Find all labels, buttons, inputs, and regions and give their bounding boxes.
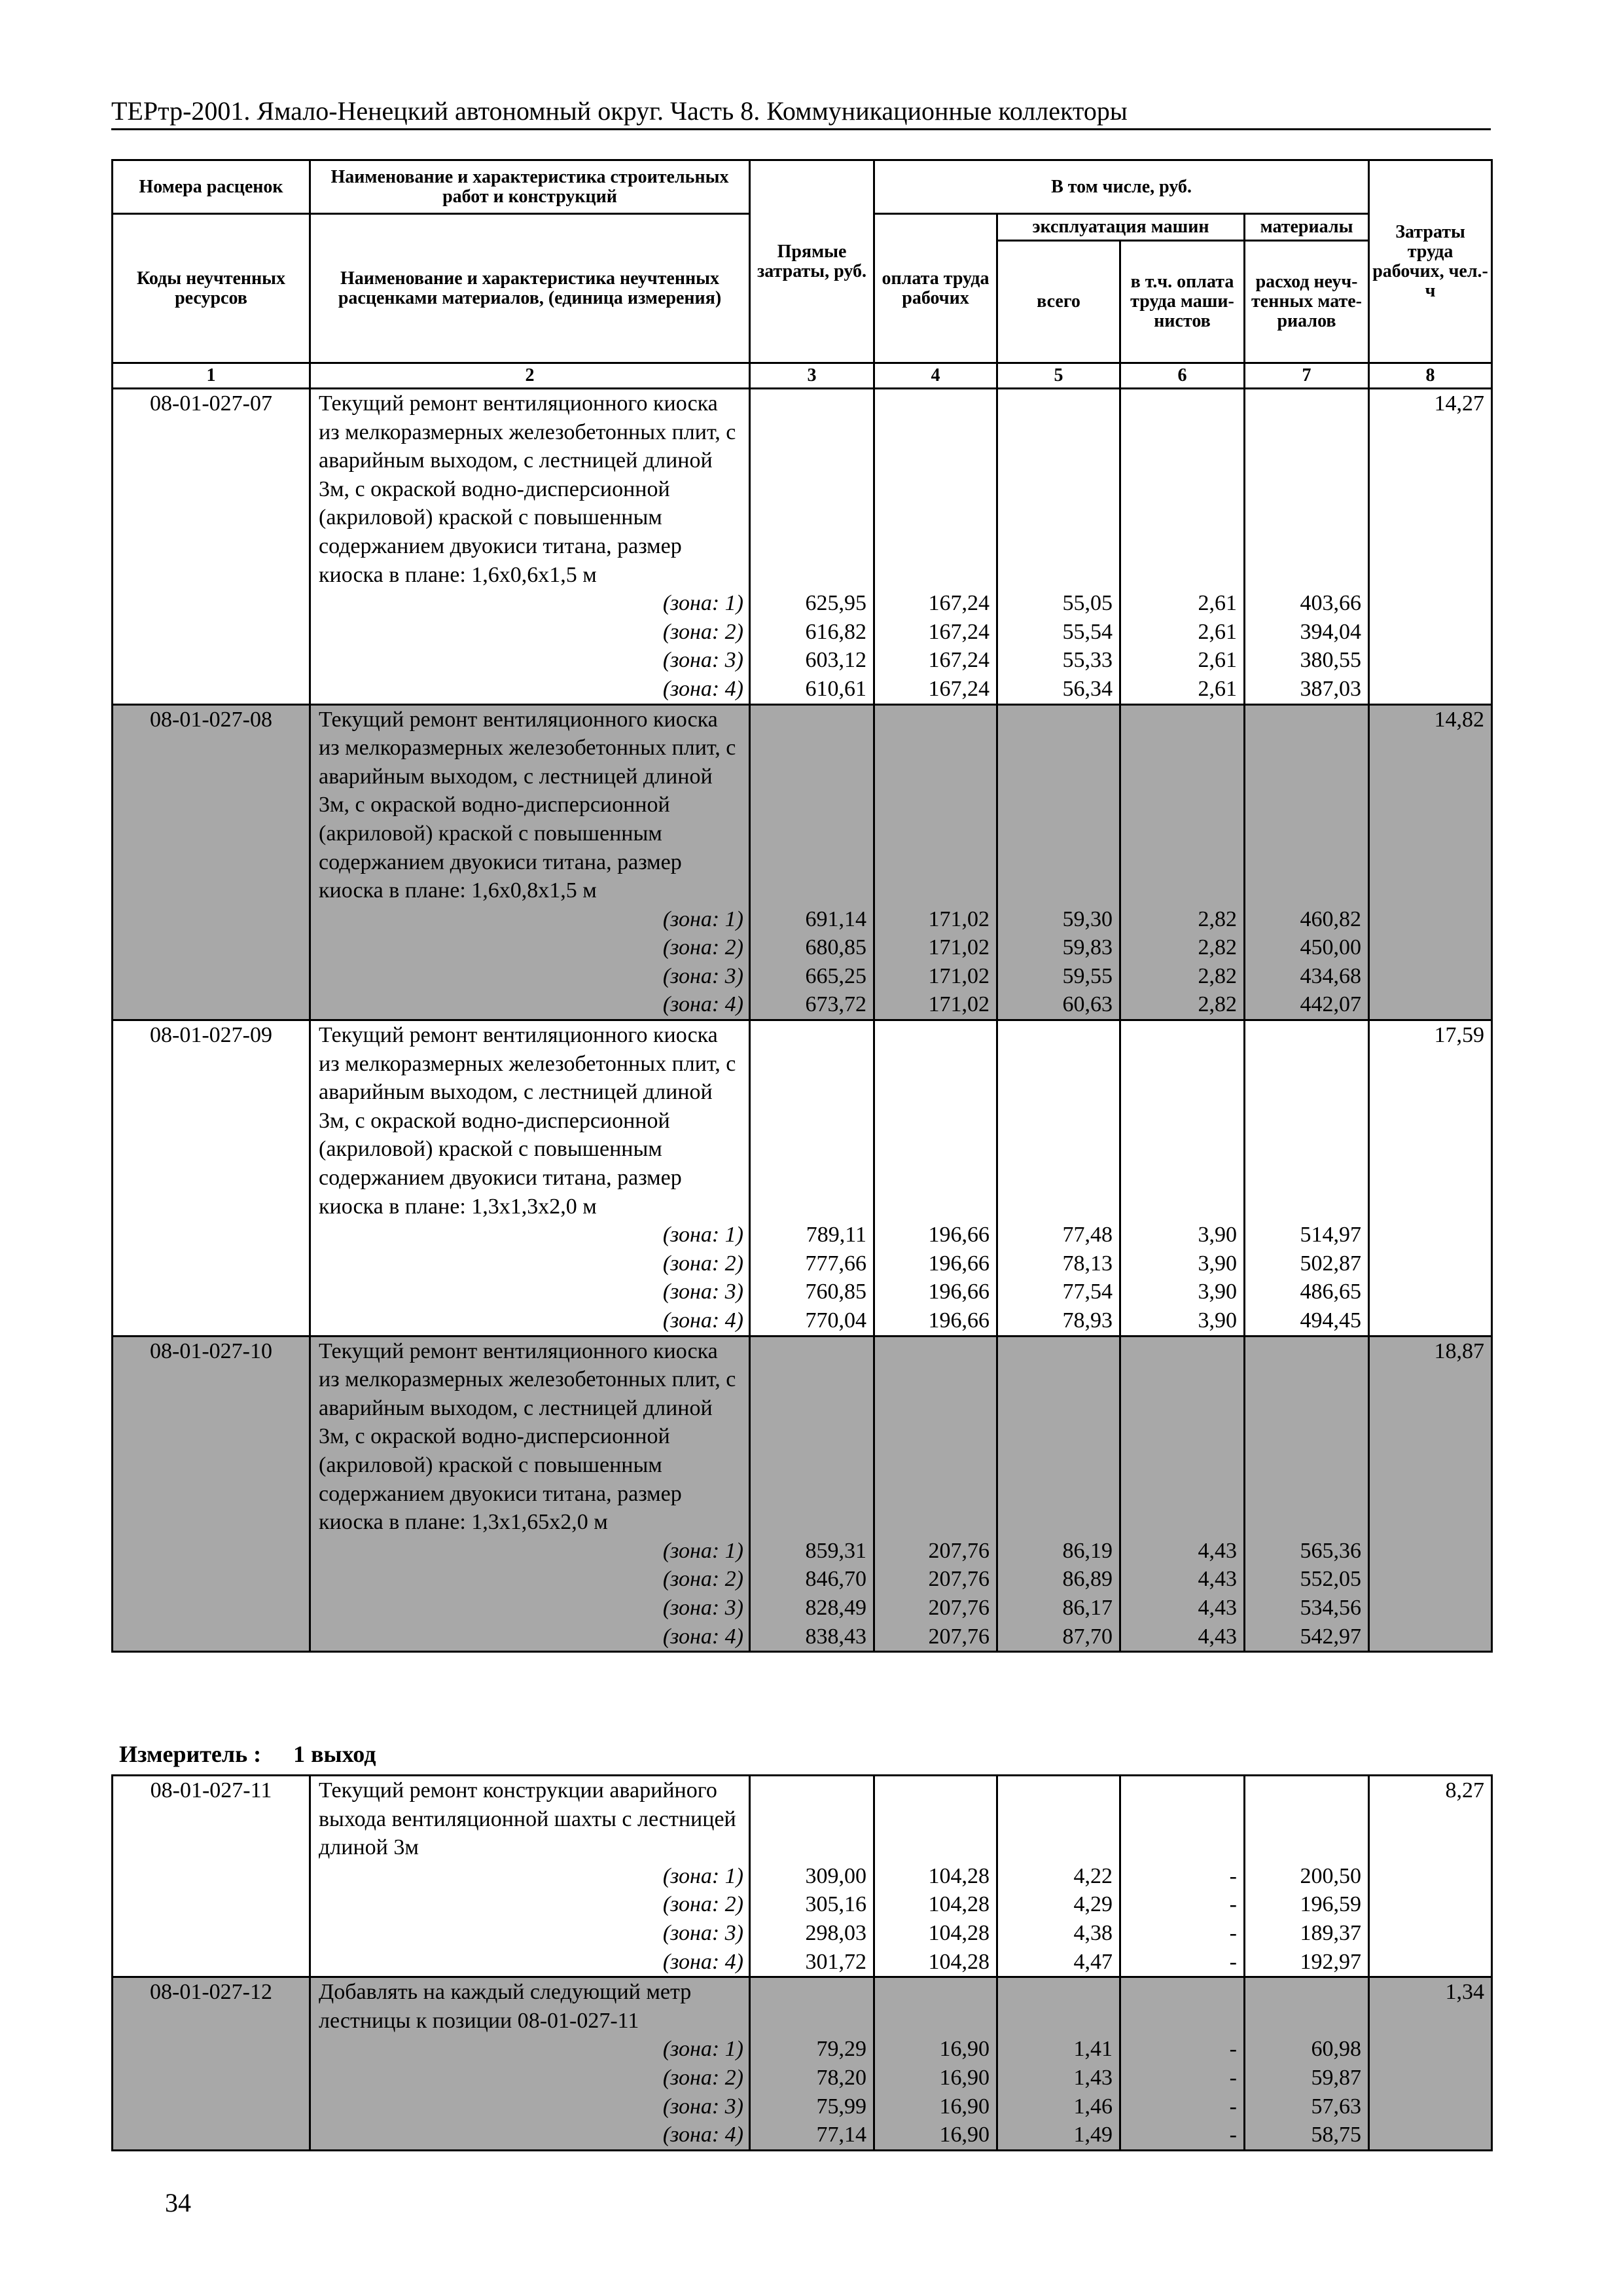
rate-description-cell: [310, 1776, 750, 1977]
direct-value: 78,20: [816, 2065, 866, 2090]
labour-cost: 14,27: [1369, 389, 1492, 705]
rate-description: Текущий ремонт вентиляционного киоска из мелкоразмерных железобетонных плит, с аварийным выходом, с лестницей длиной 3м, с окраской водно-дисперсионной (акриловой) краской с повышенным содержанием двуокиси титана, размер киоска в плане: 1,3х1,65х2,0 м: [319, 1338, 736, 1535]
machines-total-cell: [997, 1776, 1120, 1977]
materials-cell: [1245, 1020, 1369, 1336]
zone-label: (зона: 3): [662, 2094, 743, 2119]
column-number: 6: [1120, 363, 1245, 389]
machines-total-value: 87,70: [1062, 1624, 1113, 1649]
zone-label: (зона: 1): [662, 591, 743, 616]
zone-labels: [319, 589, 743, 703]
materials-header: материалы: [1245, 214, 1369, 241]
direct-value: 603,12: [805, 648, 866, 673]
machinist-pay-value: 2,61: [1198, 648, 1237, 673]
zone-label: (зона: 1): [662, 1538, 743, 1563]
labour-pay-value: 104,28: [928, 1949, 990, 1974]
machines-total-value: 77,54: [1062, 1280, 1113, 1304]
col8-header: Затраты труда рабочих, чел.-ч: [1369, 160, 1492, 363]
machinist-pay-value: 4,43: [1198, 1595, 1237, 1620]
materials-cell: [1245, 1977, 1369, 2151]
materials-value: 196,59: [1300, 1892, 1361, 1917]
labour-pay-cell: [874, 389, 997, 705]
materials-value: 57,63: [1311, 2094, 1361, 2119]
column-number: 1: [113, 363, 310, 389]
col3-header: Прямые затраты, руб.: [750, 160, 874, 363]
zone-label: (зона: 4): [662, 1949, 743, 1974]
machines-total-value: 4,38: [1073, 1920, 1113, 1945]
direct-value: 305,16: [805, 1892, 866, 1917]
machinist-pay-cell: [1120, 389, 1245, 705]
materials-value: 552,05: [1300, 1567, 1362, 1592]
group-header: В том числе, руб.: [874, 160, 1369, 214]
machines-total-value: 59,55: [1062, 963, 1113, 988]
direct-value: 673,72: [805, 992, 866, 1017]
col4-header: оплата труда рабочих: [874, 214, 997, 363]
zone-label: (зона: 2): [662, 1567, 743, 1592]
zone-label: (зона: 1): [662, 1863, 743, 1888]
machines-total-value: 59,83: [1062, 935, 1113, 960]
labour-pay-value: 171,02: [928, 935, 990, 960]
table-row: [113, 704, 1492, 1020]
materials-value: 192,97: [1300, 1949, 1361, 1974]
machinist-pay-value: -: [1229, 2065, 1237, 2090]
materials-value: 450,00: [1300, 935, 1362, 960]
direct-value: 301,72: [805, 1949, 866, 1974]
column-number: 7: [1245, 363, 1369, 389]
labour-pay-cell: [874, 1336, 997, 1652]
machinist-pay-value: 4,43: [1198, 1624, 1237, 1649]
labour-pay-cell: [874, 1020, 997, 1336]
zone-label: (зона: 2): [662, 1251, 743, 1276]
direct-value: 298,03: [805, 1920, 866, 1945]
materials-value: 565,36: [1300, 1538, 1362, 1563]
page-header: ТЕРтр-2001. Ямало-Ненецкий автономный округ. Часть 8. Коммуникационные коллекторы: [111, 96, 1491, 130]
labour-cost: 14,82: [1369, 704, 1492, 1020]
direct-value: 760,85: [805, 1280, 866, 1304]
col6-header: в т.ч. оплата труда маши- нистов: [1120, 241, 1245, 363]
labour-pay-value: 207,76: [928, 1624, 990, 1649]
direct-value: 625,95: [805, 591, 866, 616]
machines-total-value: 55,54: [1062, 619, 1113, 644]
rate-description-cell: [310, 389, 750, 705]
labour-cost: 18,87: [1369, 1336, 1492, 1652]
labour-pay-cell: [874, 1977, 997, 2151]
labour-pay-value: 207,76: [928, 1567, 990, 1592]
machines-total-value: 56,34: [1062, 676, 1113, 701]
labour-cost: 1,34: [1369, 1977, 1492, 2151]
col5-header: всего: [997, 241, 1120, 363]
rates-table: [111, 159, 1493, 1653]
materials-value: 514,97: [1300, 1223, 1362, 1247]
zone-label: (зона: 4): [662, 676, 743, 701]
direct-value: 828,49: [805, 1595, 866, 1620]
machines-total-value: 1,41: [1073, 2037, 1113, 2062]
table-row: [113, 1336, 1492, 1652]
column-number: 8: [1369, 363, 1492, 389]
direct-value: 777,66: [805, 1251, 866, 1276]
machinist-pay-value: 2,82: [1198, 963, 1237, 988]
machinist-pay-value: 3,90: [1198, 1251, 1237, 1276]
materials-value: 60,98: [1311, 2037, 1361, 2062]
rate-description: Текущий ремонт вентиляционного киоска из мелкоразмерных железобетонных плит, с аварийным выходом, с лестницей длиной 3м, с окраской водно-дисперсионной (акриловой) краской с повышенным содержанием двуокиси титана, размер киоска в плане: 1,6х0,6х1,5 м: [319, 391, 736, 587]
labour-pay-value: 16,90: [939, 2123, 990, 2147]
zone-labels: [319, 1862, 743, 1976]
machines-total-cell: [997, 704, 1120, 1020]
machinist-pay-value: -: [1229, 1863, 1237, 1888]
direct-value: 75,99: [816, 2094, 866, 2119]
labour-pay-value: 207,76: [928, 1595, 990, 1620]
materials-value: 403,66: [1300, 591, 1362, 616]
labour-pay-cell: [874, 1776, 997, 1977]
machinist-pay-value: -: [1229, 2094, 1237, 2119]
labour-pay-value: 196,66: [928, 1280, 990, 1304]
labour-pay-value: 16,90: [939, 2094, 990, 2119]
materials-cell: [1245, 1336, 1369, 1652]
direct-value: 846,70: [805, 1567, 866, 1592]
zone-label: (зона: 4): [662, 2123, 743, 2147]
direct-value: 309,00: [805, 1863, 866, 1888]
machines-total-value: 59,30: [1062, 906, 1113, 931]
labour-pay-value: 16,90: [939, 2065, 990, 2090]
machines-total-value: 55,05: [1062, 591, 1113, 616]
materials-value: 502,87: [1300, 1251, 1362, 1276]
direct-value: 770,04: [805, 1308, 866, 1333]
direct-value: 665,25: [805, 963, 866, 988]
table-body: [113, 1776, 1492, 2151]
machines-total-value: 78,13: [1062, 1251, 1113, 1276]
zone-label: (зона: 2): [662, 1892, 743, 1917]
zone-label: (зона: 3): [662, 648, 743, 673]
machinist-pay-cell: [1120, 1020, 1245, 1336]
column-number: 2: [310, 363, 750, 389]
materials-value: 542,97: [1300, 1624, 1362, 1649]
materials-value: 58,75: [1311, 2123, 1361, 2147]
rate-code: 08-01-027-09: [113, 1020, 310, 1336]
zone-label: (зона: 2): [662, 935, 743, 960]
zone-label: (зона: 4): [662, 1624, 743, 1649]
zone-labels: [319, 1537, 743, 1651]
zone-labels: [319, 1221, 743, 1335]
machinist-pay-value: 2,61: [1198, 676, 1237, 701]
zone-label: (зона: 1): [662, 1223, 743, 1247]
rate-description-cell: [310, 1020, 750, 1336]
materials-value: 189,37: [1300, 1920, 1361, 1945]
materials-value: 387,03: [1300, 676, 1362, 701]
machines-total-value: 4,22: [1073, 1863, 1113, 1888]
labour-pay-value: 171,02: [928, 992, 990, 1017]
materials-value: 494,45: [1300, 1308, 1362, 1333]
table-row: [113, 1776, 1492, 1977]
labour-pay-value: 167,24: [928, 676, 990, 701]
labour-pay-value: 167,24: [928, 619, 990, 644]
direct-cell: [750, 389, 874, 705]
direct-value: 691,14: [805, 906, 866, 931]
zone-label: (зона: 4): [662, 1308, 743, 1333]
zone-label: (зона: 2): [662, 2065, 743, 2090]
materials-value: 380,55: [1300, 648, 1362, 673]
machines-total-value: 86,17: [1062, 1595, 1113, 1620]
direct-value: 616,82: [805, 619, 866, 644]
col2-top-header: Наименование и характеристика строительных работ и конструкций: [310, 160, 750, 214]
labour-pay-value: 196,66: [928, 1223, 990, 1247]
machines-total-cell: [997, 1977, 1120, 2151]
meter-unit: 1 выход: [293, 1741, 376, 1767]
machines-total-value: 4,29: [1073, 1892, 1113, 1917]
labour-pay-value: 196,66: [928, 1308, 990, 1333]
page-number: 34: [165, 2188, 191, 2217]
machines-total-value: 4,47: [1073, 1949, 1113, 1974]
zone-label: (зона: 3): [662, 1280, 743, 1304]
rate-description: Текущий ремонт вентиляционного киоска из мелкоразмерных железобетонных плит, с аварийным выходом, с лестницей длиной 3м, с окраской водно-дисперсионной (акриловой) краской с повышенным содержанием двуокиси титана, размер киоска в плане: 1,3х1,3х2,0 м: [319, 1023, 736, 1219]
machinist-pay-value: 2,61: [1198, 619, 1237, 644]
zone-label: (зона: 2): [662, 619, 743, 644]
zone-labels: [319, 905, 743, 1019]
machinist-pay-value: -: [1229, 2037, 1237, 2062]
machines-total-value: 78,93: [1062, 1308, 1113, 1333]
col2-bottom-header: Наименование и характеристика неучтенных расценками материалов, (единица измерения): [310, 214, 750, 363]
direct-cell: [750, 1977, 874, 2151]
machinist-pay-value: -: [1229, 1920, 1237, 1945]
table-row: [113, 389, 1492, 705]
machines-total-value: 77,48: [1062, 1223, 1113, 1247]
labour-pay-cell: [874, 704, 997, 1020]
direct-cell: [750, 1336, 874, 1652]
column-number: 3: [750, 363, 874, 389]
machinist-pay-cell: [1120, 704, 1245, 1020]
labour-cost: 8,27: [1369, 1776, 1492, 1977]
zone-label: (зона: 3): [662, 963, 743, 988]
materials-value: 460,82: [1300, 906, 1362, 931]
rate-code: 08-01-027-11: [113, 1776, 310, 1977]
zone-label: (зона: 4): [662, 992, 743, 1017]
zone-label: (зона: 3): [662, 1595, 743, 1620]
materials-value: 442,07: [1300, 992, 1362, 1017]
labour-pay-value: 171,02: [928, 963, 990, 988]
machinist-pay-cell: [1120, 1977, 1245, 2151]
zone-label: (зона: 3): [662, 1920, 743, 1945]
machines-total-value: 86,89: [1062, 1567, 1113, 1592]
machines-total-value: 1,49: [1073, 2123, 1113, 2147]
labour-cost: 17,59: [1369, 1020, 1492, 1336]
machinist-pay-value: -: [1229, 1892, 1237, 1917]
machinist-pay-value: -: [1229, 1949, 1237, 1974]
labour-pay-value: 167,24: [928, 591, 990, 616]
machines-total-value: 1,46: [1073, 2094, 1113, 2119]
zone-labels: [319, 2035, 743, 2149]
rate-code: 08-01-027-12: [113, 1977, 310, 2151]
labour-pay-value: 104,28: [928, 1863, 990, 1888]
machinist-pay-value: 3,90: [1198, 1308, 1237, 1333]
rate-description: Текущий ремонт вентиляционного киоска из мелкоразмерных железобетонных плит, с аварийным выходом, с лестницей длиной 3м, с окраской водно-дисперсионной (акриловой) краской с повышенным содержанием двуокиси титана, размер киоска в плане: 1,6х0,8х1,5 м: [319, 707, 736, 903]
table-body: [113, 389, 1492, 1652]
direct-value: 838,43: [805, 1624, 866, 1649]
rate-code: 08-01-027-07: [113, 389, 310, 705]
machines-header: эксплуатация машин: [997, 214, 1245, 241]
direct-cell: [750, 704, 874, 1020]
column-number: 5: [997, 363, 1120, 389]
column-numbers-row: [113, 363, 1492, 389]
machinist-pay-value: 2,82: [1198, 992, 1237, 1017]
direct-value: 610,61: [805, 676, 866, 701]
rate-description-cell: [310, 704, 750, 1020]
machines-total-value: 1,43: [1073, 2065, 1113, 2090]
machinist-pay-value: 2,82: [1198, 906, 1237, 931]
rate-description: Текущий ремонт конструкции аварийного выхода вентиляционной шахты с лестницей длиной 3м: [319, 1778, 736, 1860]
direct-cell: [750, 1020, 874, 1336]
machines-total-value: 55,33: [1062, 648, 1113, 673]
labour-pay-value: 196,66: [928, 1251, 990, 1276]
direct-value: 680,85: [805, 935, 866, 960]
rate-description: Добавлять на каждый следующий метр лестницы к позиции 08-01-027-11: [319, 1980, 692, 2033]
meter-line: [119, 1738, 376, 1770]
zone-label: (зона: 1): [662, 906, 743, 931]
labour-pay-value: 104,28: [928, 1920, 990, 1945]
machinist-pay-value: 4,43: [1198, 1567, 1237, 1592]
rate-description-cell: [310, 1977, 750, 2151]
direct-value: 77,14: [816, 2123, 866, 2147]
table-row: [113, 1020, 1492, 1336]
table-row: [113, 1977, 1492, 2151]
machinist-pay-value: -: [1229, 2123, 1237, 2147]
materials-cell: [1245, 389, 1369, 705]
col1-top-header: Номера расценок: [113, 160, 310, 214]
direct-cell: [750, 1776, 874, 1977]
materials-value: 394,04: [1300, 619, 1362, 644]
materials-cell: [1245, 1776, 1369, 1977]
col7-header: расход неуч- тенных мате- риалов: [1245, 241, 1369, 363]
machinist-pay-value: 2,61: [1198, 591, 1237, 616]
machines-total-value: 60,63: [1062, 992, 1113, 1017]
materials-value: 434,68: [1300, 963, 1362, 988]
machinist-pay-cell: [1120, 1776, 1245, 1977]
rate-code: 08-01-027-08: [113, 704, 310, 1020]
rate-description-cell: [310, 1336, 750, 1652]
labour-pay-value: 16,90: [939, 2037, 990, 2062]
table-head-row: [113, 160, 1492, 214]
direct-value: 79,29: [816, 2037, 866, 2062]
machines-total-cell: [997, 1336, 1120, 1652]
labour-pay-value: 171,02: [928, 906, 990, 931]
direct-value: 859,31: [805, 1538, 866, 1563]
materials-value: 534,56: [1300, 1595, 1362, 1620]
machines-total-cell: [997, 1020, 1120, 1336]
machinist-pay-value: 2,82: [1198, 935, 1237, 960]
labour-pay-value: 104,28: [928, 1892, 990, 1917]
materials-value: 200,50: [1300, 1863, 1361, 1888]
materials-value: 486,65: [1300, 1280, 1362, 1304]
machinist-pay-value: 3,90: [1198, 1280, 1237, 1304]
machinist-pay-value: 3,90: [1198, 1223, 1237, 1247]
labour-pay-value: 167,24: [928, 648, 990, 673]
rate-code: 08-01-027-10: [113, 1336, 310, 1652]
machines-total-value: 86,19: [1062, 1538, 1113, 1563]
labour-pay-value: 207,76: [928, 1538, 990, 1563]
meter-label: Измеритель :: [119, 1741, 262, 1767]
machines-total-cell: [997, 389, 1120, 705]
zone-label: (зона: 1): [662, 2037, 743, 2062]
materials-value: 59,87: [1311, 2065, 1361, 2090]
materials-cell: [1245, 704, 1369, 1020]
machinist-pay-value: 4,43: [1198, 1538, 1237, 1563]
direct-value: 789,11: [806, 1223, 866, 1247]
column-number: 4: [874, 363, 997, 389]
col1-bottom-header: Коды неучтенных ресурсов: [113, 214, 310, 363]
rates-table-2: [111, 1774, 1493, 2151]
machinist-pay-cell: [1120, 1336, 1245, 1652]
